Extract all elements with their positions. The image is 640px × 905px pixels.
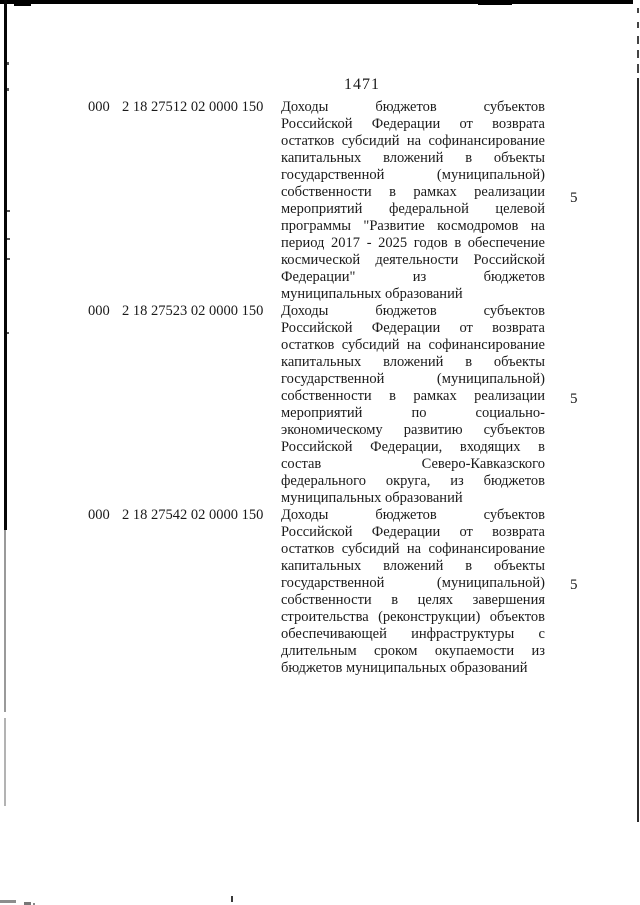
description-line: Российской Федерации от возврата — [281, 116, 545, 132]
description-line: капитальных вложений в объекты — [281, 150, 545, 166]
budget-code-cell: 2 18 27542 02 0000 150 — [122, 507, 264, 523]
description-line: остатков субсидий на софинансирование — [281, 337, 545, 353]
scan-speck — [7, 62, 9, 65]
scan-edge-right-dash — [637, 64, 639, 73]
amount-note: 5 — [570, 391, 578, 407]
scan-edge-right-dash — [637, 36, 639, 44]
description-line: обеспечивающей инфраструктуры с — [281, 626, 545, 642]
scan-edge-right-dash — [637, 8, 639, 13]
scan-edge-top — [0, 0, 633, 4]
description-line: федерального округа, из бюджетов — [281, 473, 545, 489]
description-line: Доходы бюджетов субъектов — [281, 303, 545, 319]
budget-code-table — [0, 99, 640, 677]
description-line: длительным сроком окупаемости из — [281, 643, 545, 659]
scan-edge-right-dash — [637, 22, 639, 28]
description-line: остатков субсидий на софинансирование — [281, 133, 545, 149]
scan-speck — [231, 896, 233, 902]
description-line: собственности в целях завершения — [281, 592, 545, 608]
description-line: муниципальных образований — [281, 286, 463, 302]
description-line: период 2017 - 2025 годов в обеспечение — [281, 235, 545, 251]
description-line: Российской Федерации, входящих в — [281, 439, 545, 455]
table-row — [0, 303, 640, 507]
description-line: строительства (реконструкции) объектов — [281, 609, 545, 625]
description-line: экономическому развитию субъектов — [281, 422, 545, 438]
description-line: мероприятий по социально- — [281, 405, 545, 421]
budget-code-cell: 2 18 27523 02 0000 150 — [122, 303, 264, 319]
description-line: Федерации" из бюджетов — [281, 269, 545, 285]
table-row — [0, 99, 640, 303]
amount-note: 5 — [570, 190, 578, 206]
description-line: капитальных вложений в объекты — [281, 558, 545, 574]
description-line: программы "Развитие космодромов на — [281, 218, 545, 234]
description-cell — [281, 99, 545, 303]
description-line: государственной (муниципальной) — [281, 167, 545, 183]
scan-edge-top-blob — [14, 0, 31, 6]
description-line: Доходы бюджетов субъектов — [281, 99, 545, 115]
description-line: Российской Федерации от возврата — [281, 524, 545, 540]
description-line: государственной (муниципальной) — [281, 371, 545, 387]
description-cell — [281, 303, 545, 507]
scan-edge-top-blob — [478, 0, 512, 5]
description-line: остатков субсидий на софинансирование — [281, 541, 545, 557]
description-line: Российской Федерации от возврата — [281, 320, 545, 336]
scan-edge-bottom-dash — [0, 900, 16, 903]
amount-note: 5 — [570, 577, 578, 593]
budget-code-cell: 2 18 27512 02 0000 150 — [122, 99, 264, 115]
table-row — [0, 507, 640, 677]
admin-code-cell: 000 — [88, 99, 110, 115]
description-line: капитальных вложений в объекты — [281, 354, 545, 370]
scan-speck — [7, 88, 9, 91]
description-line: собственности в рамках реализации — [281, 388, 545, 404]
page-number: 1471 — [344, 76, 380, 93]
description-cell — [281, 507, 545, 677]
description-line: состав Северо-Кавказского — [281, 456, 545, 472]
admin-code-cell: 000 — [88, 507, 110, 523]
scan-edge-right-dash — [637, 50, 639, 58]
description-line: мероприятий федеральной целевой — [281, 201, 545, 217]
description-line: муниципальных образований — [281, 490, 463, 506]
description-line: космической деятельности Российской — [281, 252, 545, 268]
description-line: Доходы бюджетов субъектов — [281, 507, 545, 523]
description-line: собственности в рамках реализации — [281, 184, 545, 200]
description-line: бюджетов муниципальных образований — [281, 660, 528, 676]
admin-code-cell: 000 — [88, 303, 110, 319]
description-line: государственной (муниципальной) — [281, 575, 545, 591]
scan-edge-left-faded — [4, 718, 6, 806]
